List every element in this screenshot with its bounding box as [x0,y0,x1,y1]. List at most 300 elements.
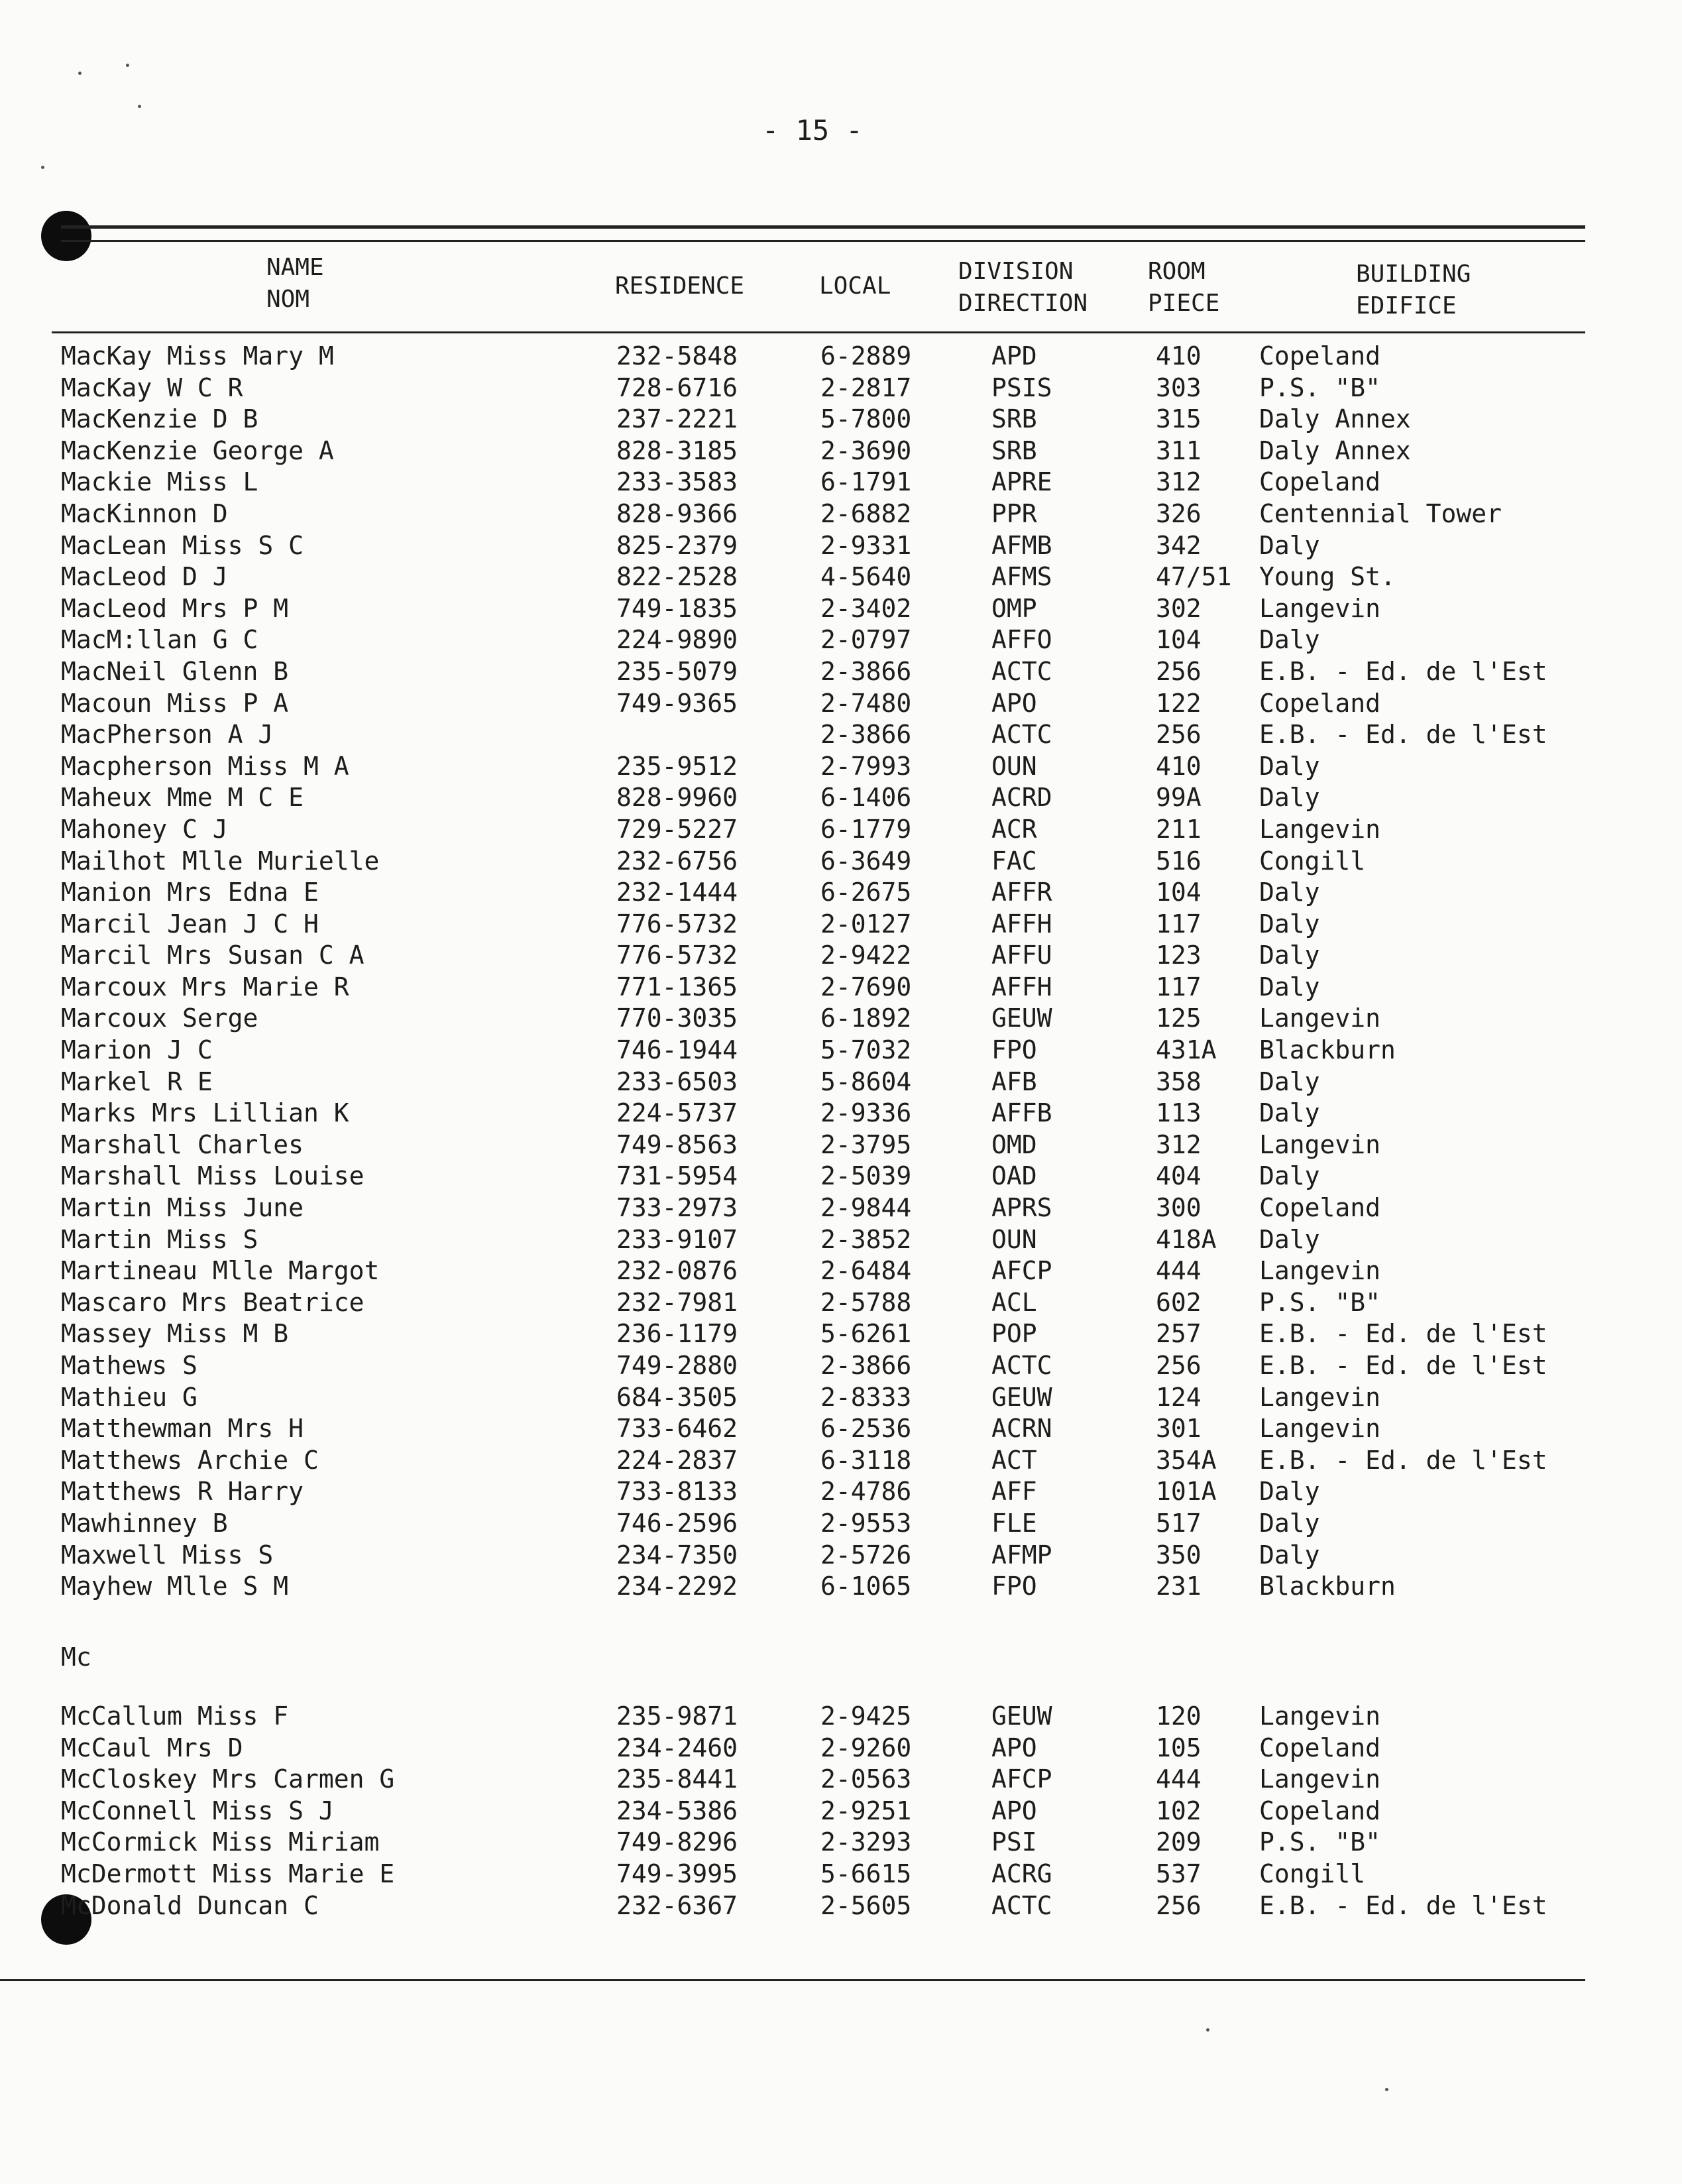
entry-division: FLE [991,1508,1037,1538]
speck [41,166,44,169]
entry-room: 113 [1156,1098,1202,1128]
entry-residence: 731-5954 [616,1161,738,1191]
entry-room: 117 [1156,909,1202,939]
entry-division: APO [991,1733,1037,1762]
entry-local: 2-0563 [820,1764,912,1794]
entry-room: 537 [1156,1859,1202,1888]
entry-name: Matthews R Harry [61,1477,304,1507]
entry-local: 2-3866 [820,720,912,750]
entry-building: Daly [1259,1066,1320,1096]
header-rule [52,331,1585,333]
entry-division: OMP [991,593,1037,623]
speck [78,72,82,75]
entry-building: E.B. - Ed. de l'Est [1259,1319,1547,1349]
entry-local: 2-2817 [820,373,912,402]
entry-division: ACTC [991,720,1052,750]
entry-room: 410 [1156,341,1202,371]
entry-room: 404 [1156,1161,1202,1191]
entry-room: 256 [1156,656,1202,686]
entry-building: Blackburn [1259,1035,1396,1065]
entry-building: Langevin [1259,1701,1381,1731]
entry-name: Matthews Archie C [61,1445,319,1475]
entry-building: Langevin [1259,1382,1381,1412]
entry-building: Daly [1259,1098,1320,1128]
entry-room: 315 [1156,404,1202,434]
entry-division: FAC [991,846,1037,876]
header-direction: DIRECTION [958,290,1088,317]
entry-building: E.B. - Ed. de l'Est [1259,1890,1547,1920]
entry-room: 120 [1156,1701,1202,1731]
entry-division: AFF [991,1477,1037,1507]
entry-residence: 232-6367 [616,1890,738,1920]
entry-building: Daly [1259,751,1320,781]
entry-division: ACRG [991,1859,1052,1888]
entry-local: 5-6261 [820,1319,912,1349]
entry-local: 5-8604 [820,1066,912,1096]
entry-building: Daly [1259,1224,1320,1254]
entry-local: 5-6615 [820,1859,912,1888]
entry-residence: 234-5386 [616,1796,738,1825]
entry-room: 256 [1156,720,1202,750]
entry-room: 117 [1156,972,1202,1002]
entry-name: Macoun Miss P A [61,688,289,718]
entry-local: 2-0797 [820,625,912,655]
entry-division: AFFH [991,972,1052,1002]
punch-hole-top [41,211,91,261]
entry-name: Matthewman Mrs H [61,1414,304,1444]
entry-division: AFCP [991,1764,1052,1794]
entry-room: 125 [1156,1004,1202,1033]
entry-room: 209 [1156,1827,1202,1857]
entry-local: 6-1065 [820,1572,912,1601]
entry-building: P.S. "B" [1259,1827,1381,1857]
entry-name: MacLeod D J [61,562,228,592]
entry-room: 256 [1156,1351,1202,1380]
entry-local: 6-2889 [820,341,912,371]
entry-residence: 232-6756 [616,846,738,876]
entry-building: Copeland [1259,1796,1381,1825]
entry-building: Copeland [1259,1733,1381,1762]
header-nom: NOM [266,286,310,313]
entry-room: 300 [1156,1193,1202,1223]
entry-residence: 233-6503 [616,1066,738,1096]
entry-building: Langevin [1259,814,1381,844]
entry-local: 2-3866 [820,1351,912,1380]
entry-room: 517 [1156,1508,1202,1538]
entry-room: 516 [1156,846,1202,876]
entry-local: 2-9422 [820,941,912,970]
entry-division: GEUW [991,1701,1052,1731]
entry-local: 5-7032 [820,1035,912,1065]
header-local: LOCAL [819,272,891,300]
entry-division: ACRN [991,1414,1052,1444]
entry-building: P.S. "B" [1259,1287,1381,1317]
entry-division: PPR [991,498,1037,528]
entry-local: 6-2536 [820,1414,912,1444]
entry-local: 2-5726 [820,1540,912,1570]
entry-residence: 746-1944 [616,1035,738,1065]
entry-division: SRB [991,404,1037,434]
entry-building: E.B. - Ed. de l'Est [1259,1445,1547,1475]
entry-building: Daly Annex [1259,404,1411,434]
entry-local: 6-3118 [820,1445,912,1475]
entry-division: SRB [991,435,1037,465]
entry-residence: 776-5732 [616,909,738,939]
entry-building: Copeland [1259,467,1381,497]
entry-residence: 234-2460 [616,1733,738,1762]
entry-room: 99A [1156,783,1202,813]
entry-room: 302 [1156,593,1202,623]
entry-name: MacKay Miss Mary M [61,341,334,371]
entry-building: Daly [1259,1508,1320,1538]
section-label-mc: Mc [61,1642,91,1672]
entry-building: Daly [1259,625,1320,655]
entry-room: 102 [1156,1796,1202,1825]
entry-division: ACTC [991,656,1052,686]
entry-local: 2-5788 [820,1287,912,1317]
entry-name: Mailhot Mlle Murielle [61,846,380,876]
header-name: NAME [266,254,324,281]
entry-room: 101A [1156,1477,1217,1507]
entry-local: 2-9260 [820,1733,912,1762]
entry-division: ACTC [991,1351,1052,1380]
entry-name: MacKinnon D [61,498,228,528]
entry-residence: 237-2221 [616,404,738,434]
entry-residence: 770-3035 [616,1004,738,1033]
entry-residence: 733-2973 [616,1193,738,1223]
entry-local: 2-7690 [820,972,912,1002]
entry-local: 2-5039 [820,1161,912,1191]
entry-name: Massey Miss M B [61,1319,289,1349]
entry-name: Martin Miss June [61,1193,304,1223]
entry-residence: 728-6716 [616,373,738,402]
header-edifice: EDIFICE [1356,292,1457,319]
entry-building: Langevin [1259,1256,1381,1286]
entry-name: McDermott Miss Marie E [61,1859,395,1888]
entry-local: 2-3293 [820,1827,912,1857]
entry-local: 6-3649 [820,846,912,876]
entry-room: 431A [1156,1035,1217,1065]
entry-division: GEUW [991,1004,1052,1033]
entry-division: AFFR [991,878,1052,907]
entry-name: McCallum Miss F [61,1701,289,1731]
header-division: DIVISION [958,258,1074,285]
entry-building: Young St. [1259,562,1396,592]
entry-room: 326 [1156,498,1202,528]
entry-room: 105 [1156,1733,1202,1762]
entry-room: 444 [1156,1256,1202,1286]
entry-room: 47/51 [1156,562,1232,592]
entry-room: 104 [1156,878,1202,907]
entry-room: 303 [1156,373,1202,402]
entry-division: PSI [991,1827,1037,1857]
entry-residence: 232-7981 [616,1287,738,1317]
entry-name: McConnell Miss S J [61,1796,334,1825]
entry-room: 342 [1156,530,1202,560]
entry-division: ACTC [991,1890,1052,1920]
entry-building: Langevin [1259,1004,1381,1033]
entry-room: 312 [1156,467,1202,497]
speck [1206,2028,1209,2032]
entry-name: MacLean Miss S C [61,530,304,560]
entry-building: Daly [1259,1540,1320,1570]
entry-room: 256 [1156,1890,1202,1920]
entry-division: AFFU [991,941,1052,970]
entry-residence: 224-9890 [616,625,738,655]
entry-residence: 232-1444 [616,878,738,907]
entry-division: APD [991,341,1037,371]
entry-building: Daly [1259,941,1320,970]
entry-residence: 828-9366 [616,498,738,528]
entry-local: 6-2675 [820,878,912,907]
entry-name: Marshall Miss Louise [61,1161,364,1191]
entry-residence: 232-0876 [616,1256,738,1286]
entry-division: AFFH [991,909,1052,939]
top-rule-thin [61,240,1585,242]
entry-name: Martin Miss S [61,1224,258,1254]
entry-name: McDonald Duncan C [61,1890,319,1920]
entry-residence: 733-8133 [616,1477,738,1507]
top-rule-thick [61,225,1585,229]
entry-division: AFMB [991,530,1052,560]
entry-division: AFFO [991,625,1052,655]
entry-residence: 776-5732 [616,941,738,970]
entry-name: Marcoux Mrs Marie R [61,972,349,1002]
entry-name: Manion Mrs Edna E [61,878,319,907]
entry-residence: 749-2880 [616,1351,738,1380]
entry-division: OUN [991,1224,1037,1254]
entry-room: 231 [1156,1572,1202,1601]
entry-local: 2-3866 [820,656,912,686]
entry-division: AFMP [991,1540,1052,1570]
entry-division: APRE [991,467,1052,497]
entry-building: Daly Annex [1259,435,1411,465]
header-building: BUILDING [1356,260,1471,288]
entry-name: Marshall Charles [61,1129,304,1159]
entry-local: 6-1892 [820,1004,912,1033]
entry-name: Marion J C [61,1035,213,1065]
entry-building: Daly [1259,783,1320,813]
entry-room: 104 [1156,625,1202,655]
entry-residence: 232-5848 [616,341,738,371]
entry-residence: 234-7350 [616,1540,738,1570]
speck [138,105,141,108]
entry-name: Mayhew Mlle S M [61,1572,289,1601]
entry-building: P.S. "B" [1259,373,1381,402]
entry-residence: 234-2292 [616,1572,738,1601]
entry-division: FPO [991,1035,1037,1065]
entry-division: FPO [991,1572,1037,1601]
entry-local: 4-5640 [820,562,912,592]
entry-division: ACR [991,814,1037,844]
entry-local: 2-8333 [820,1382,912,1412]
entry-name: Markel R E [61,1066,213,1096]
entry-division: OMD [991,1129,1037,1159]
bottom-rule [0,1979,1585,1981]
entry-name: Marks Mrs Lillian K [61,1098,349,1128]
entry-residence: 233-3583 [616,467,738,497]
entry-division: PSIS [991,373,1052,402]
entry-building: Daly [1259,878,1320,907]
entry-room: 418A [1156,1224,1217,1254]
entry-building: Daly [1259,972,1320,1002]
entry-residence: 235-8441 [616,1764,738,1794]
entry-local: 6-1779 [820,814,912,844]
entry-building: Blackburn [1259,1572,1396,1601]
entry-residence: 729-5227 [616,814,738,844]
entry-division: ACT [991,1445,1037,1475]
entry-residence: 828-3185 [616,435,738,465]
entry-room: 122 [1156,688,1202,718]
entry-name: Martineau Mlle Margot [61,1256,380,1286]
entry-local: 2-9336 [820,1098,912,1128]
entry-building: Daly [1259,530,1320,560]
entry-name: MacNeil Glenn B [61,656,289,686]
entry-building: E.B. - Ed. de l'Est [1259,656,1547,686]
entry-residence: 733-6462 [616,1414,738,1444]
entry-local: 2-9251 [820,1796,912,1825]
page-number: - 15 - [762,114,863,146]
entry-residence: 749-8296 [616,1827,738,1857]
entry-room: 257 [1156,1319,1202,1349]
entry-room: 312 [1156,1129,1202,1159]
entry-room: 124 [1156,1382,1202,1412]
entry-name: Marcil Mrs Susan C A [61,941,364,970]
entry-division: ACRD [991,783,1052,813]
entry-name: Mawhinney B [61,1508,228,1538]
entry-name: McCaul Mrs D [61,1733,243,1762]
entry-name: Mackie Miss L [61,467,258,497]
entry-local: 2-7480 [820,688,912,718]
entry-division: OUN [991,751,1037,781]
entry-local: 5-7800 [820,404,912,434]
entry-room: 311 [1156,435,1202,465]
entry-local: 2-4786 [820,1477,912,1507]
entry-division: AFB [991,1066,1037,1096]
entry-room: 358 [1156,1066,1202,1096]
entry-residence: 235-5079 [616,656,738,686]
entry-room: 350 [1156,1540,1202,1570]
entry-building: Copeland [1259,688,1381,718]
entry-residence: 684-3505 [616,1382,738,1412]
entry-local: 2-7993 [820,751,912,781]
entry-residence: 749-3995 [616,1859,738,1888]
entry-room: 301 [1156,1414,1202,1444]
entry-room: 354A [1156,1445,1217,1475]
entry-name: Maheux Mme M C E [61,783,304,813]
entry-building: Congill [1259,1859,1366,1888]
entry-residence: 749-8563 [616,1129,738,1159]
header-room: ROOM [1148,258,1205,285]
entry-local: 6-1791 [820,467,912,497]
entry-local: 2-9553 [820,1508,912,1538]
entry-residence: 235-9871 [616,1701,738,1731]
entry-building: Langevin [1259,593,1381,623]
entry-name: McCloskey Mrs Carmen G [61,1764,395,1794]
entry-residence: 822-2528 [616,562,738,592]
entry-residence: 771-1365 [616,972,738,1002]
entry-residence: 224-2837 [616,1445,738,1475]
entry-residence: 233-9107 [616,1224,738,1254]
entry-name: Mahoney C J [61,814,228,844]
entry-local: 2-9331 [820,530,912,560]
entry-division: AFMS [991,562,1052,592]
entry-local: 6-1406 [820,783,912,813]
entry-room: 444 [1156,1764,1202,1794]
entry-room: 602 [1156,1287,1202,1317]
entry-building: E.B. - Ed. de l'Est [1259,1351,1547,1380]
entry-division: AFFB [991,1098,1052,1128]
entry-building: Daly [1259,1161,1320,1191]
entry-name: Maxwell Miss S [61,1540,274,1570]
header-piece: PIECE [1148,290,1220,317]
entry-name: McCormick Miss Miriam [61,1827,380,1857]
entry-room: 211 [1156,814,1202,844]
entry-residence: 235-9512 [616,751,738,781]
entry-local: 2-6882 [820,498,912,528]
header-residence: RESIDENCE [615,272,745,300]
entry-residence: 749-1835 [616,593,738,623]
entry-building: Langevin [1259,1129,1381,1159]
entry-residence: 825-2379 [616,530,738,560]
entry-division: APO [991,1796,1037,1825]
entry-residence: 828-9960 [616,783,738,813]
entry-division: POP [991,1319,1037,1349]
entry-building: Langevin [1259,1414,1381,1444]
entry-local: 2-6484 [820,1256,912,1286]
entry-division: OAD [991,1161,1037,1191]
entry-residence: 746-2596 [616,1508,738,1538]
entry-building: Centennial Tower [1259,498,1502,528]
entry-division: APRS [991,1193,1052,1223]
entry-division: ACL [991,1287,1037,1317]
entry-division: AFCP [991,1256,1052,1286]
entry-name: Mathews S [61,1351,197,1380]
entry-division: GEUW [991,1382,1052,1412]
entry-name: MacKenzie D B [61,404,258,434]
entry-name: Mascaro Mrs Beatrice [61,1287,364,1317]
entry-residence: 236-1179 [616,1319,738,1349]
entry-residence: 749-9365 [616,688,738,718]
speck [126,64,129,67]
entry-name: MacKay W C R [61,373,243,402]
entry-local: 2-3795 [820,1129,912,1159]
entry-name: Marcoux Serge [61,1004,258,1033]
entry-local: 2-3402 [820,593,912,623]
entry-local: 2-0127 [820,909,912,939]
entry-local: 2-5605 [820,1890,912,1920]
entry-building: Copeland [1259,1193,1381,1223]
entry-name: MacLeod Mrs P M [61,593,289,623]
entry-name: Mathieu G [61,1382,197,1412]
entry-local: 2-9844 [820,1193,912,1223]
entry-name: Marcil Jean J C H [61,909,319,939]
entry-local: 2-9425 [820,1701,912,1731]
entry-name: MacM:llan G C [61,625,258,655]
entry-name: MacPherson A J [61,720,274,750]
entry-residence: 224-5737 [616,1098,738,1128]
entry-building: Langevin [1259,1764,1381,1794]
entry-room: 410 [1156,751,1202,781]
entry-division: APO [991,688,1037,718]
speck [1385,2088,1388,2091]
entry-building: Copeland [1259,341,1381,371]
entry-room: 123 [1156,941,1202,970]
entry-building: Daly [1259,1477,1320,1507]
entry-name: MacKenzie George A [61,435,334,465]
entry-local: 2-3852 [820,1224,912,1254]
entry-building: Daly [1259,909,1320,939]
